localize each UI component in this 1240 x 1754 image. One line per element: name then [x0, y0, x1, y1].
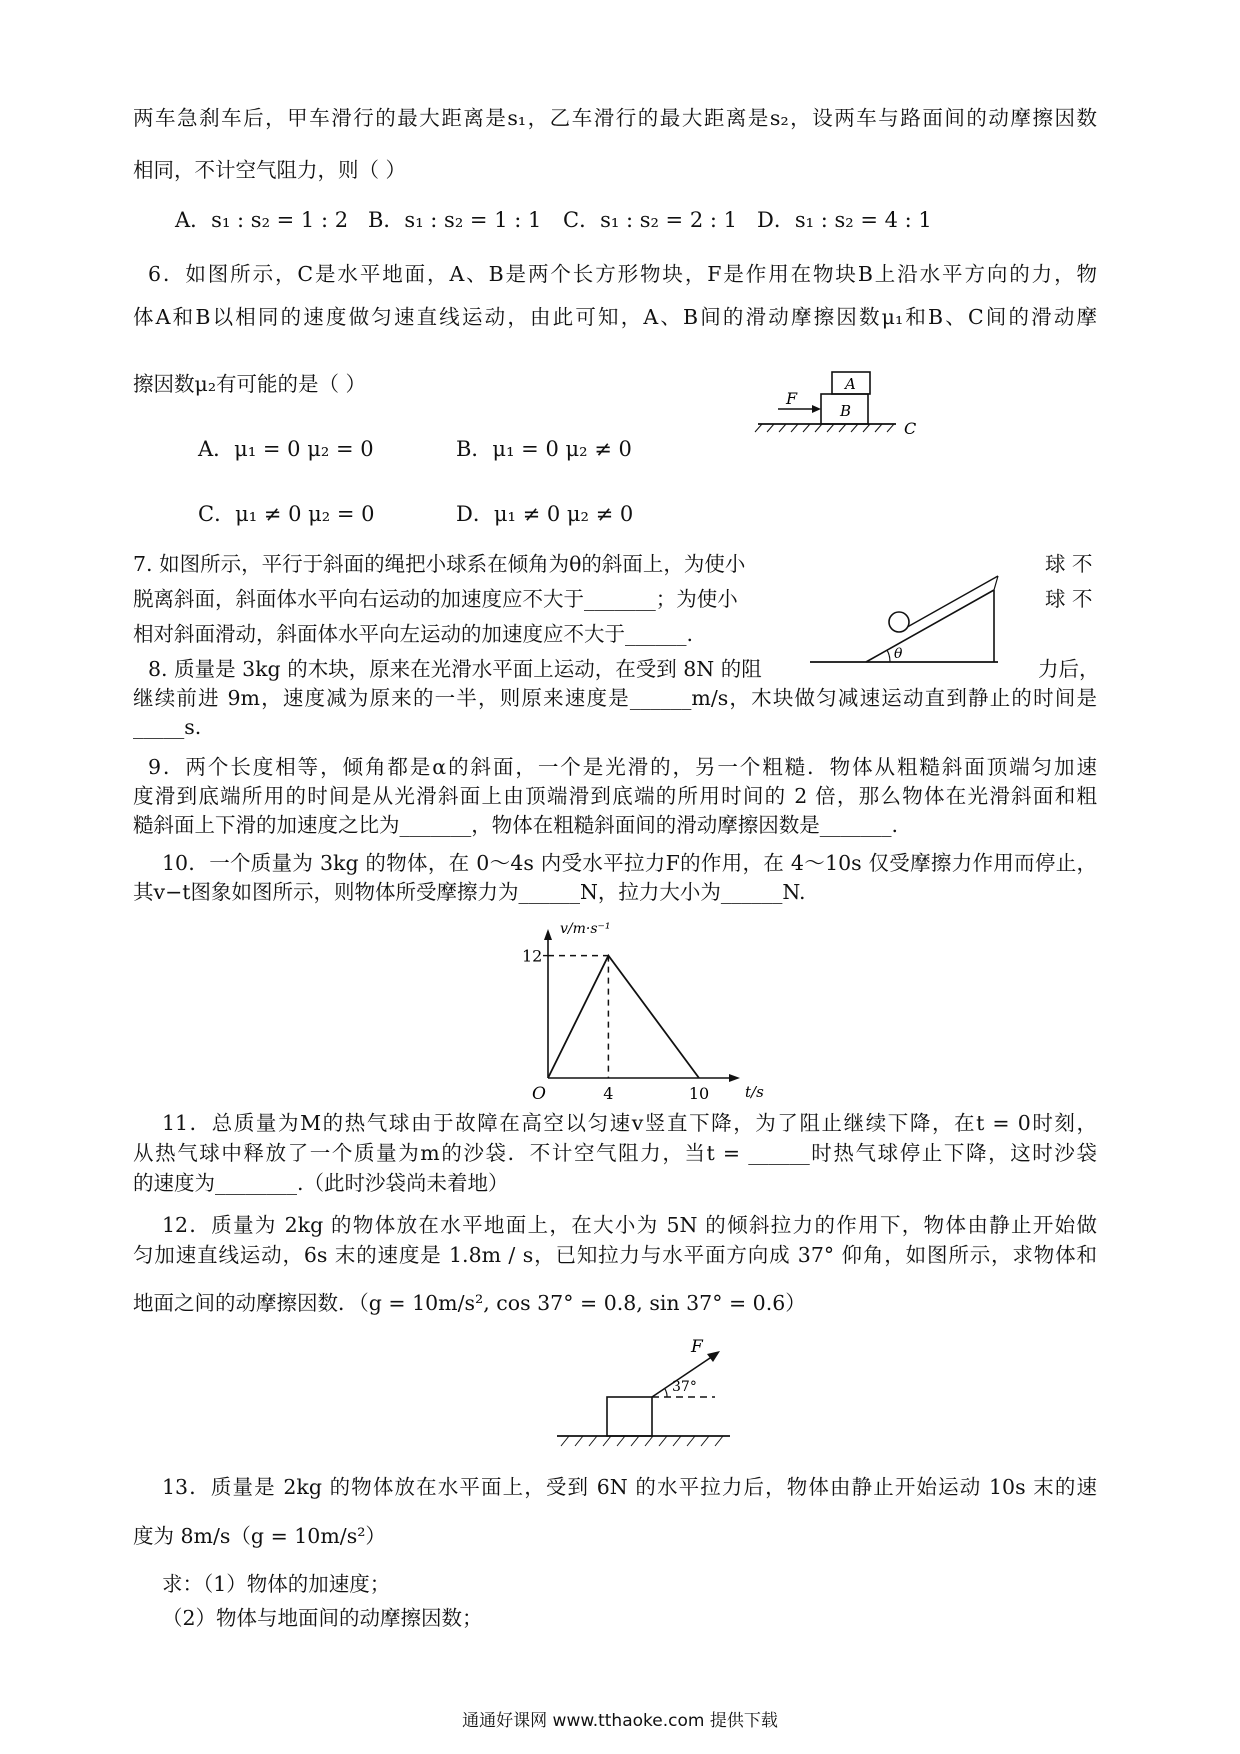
q7-incline-figure: [808, 570, 1018, 670]
q7-line-3: 相对斜面滑动，斜面体水平向左运动的加速度应不大于______.: [133, 622, 694, 646]
q5-line-2: 相同，不计空气阻力，则（ ）: [133, 158, 407, 182]
q9-line-3: 糙斜面上下滑的加速度之比为_______，物体在粗糙斜面间的滑动摩擦因数是_______.: [133, 813, 899, 837]
q12-pull-figure: [555, 1337, 735, 1455]
q5-option-c: C．s₁ : s₂ = 2 : 1: [563, 208, 737, 232]
q7-line-1-end: 球 不: [1045, 552, 1093, 576]
q8-line-1: 8. 质量是 3kg 的木块，原来在光滑水平面上运动，在受到 8N 的阻: [148, 657, 762, 681]
q5-option-d: D．s₁ : s₂ = 4 : 1: [757, 208, 932, 232]
q10-vt-chart: [520, 915, 764, 1104]
q10-line-2: 其v−t图象如图所示，则物体所受摩擦力为______N，拉力大小为______N.: [133, 880, 806, 904]
vt-series-line: [548, 956, 699, 1078]
q12-line-3: 地面之间的动摩擦因数．（g = 10m/s², cos 37° = 0.8, sin 37° = 0.6）: [133, 1291, 806, 1315]
q13-line-1: 13．质量是 2kg 的物体放在水平面上，受到 6N 的水平拉力后，物体由静止开始运动 10s 末的速: [162, 1475, 1097, 1499]
q6-option-b: B．μ₁ = 0 μ₂ ≠ 0: [456, 437, 632, 461]
q7-line-2: 脱离斜面，斜面体水平向右运动的加速度应不大于_______；为使小: [133, 587, 738, 611]
q12-line-2: 匀加速直线运动，6s 末的速度是 1.8m / s，已知拉力与水平面方向成 37° 仰角，如图所示，求物体和: [133, 1243, 1097, 1267]
q7-line-2-end: 球 不: [1045, 587, 1093, 611]
q13-line-3: 求：（1）物体的加速度；: [162, 1572, 391, 1596]
q6-label-c: C: [904, 419, 917, 438]
q12-line-1: 12．质量为 2kg 的物体放在水平地面上，在大小为 5N 的倾斜拉力的作用下，物体由静止开始做: [162, 1213, 1097, 1237]
chart-y-label: v/m·s⁻¹: [560, 921, 611, 937]
chart-x-tick-10: 10: [688, 1084, 710, 1103]
q8-line-1-end: 力后，: [1038, 657, 1100, 681]
q6-option-a: A．μ₁ = 0 μ₂ = 0: [198, 437, 374, 461]
q7-label-theta: θ: [894, 646, 903, 662]
q6-label-b: B: [840, 402, 852, 420]
q11-line-2: 从热气球中释放了一个质量为m的沙袋．不计空气阻力，当t = ______时热气球停止下降，这时沙袋: [133, 1141, 1097, 1165]
q5-line-1: 两车急刹车后，甲车滑行的最大距离是s₁，乙车滑行的最大距离是s₂，设两车与路面间的动摩擦因数: [133, 106, 1097, 130]
q6-label-a: A: [845, 375, 856, 393]
q5-option-b: B．s₁ : s₂ = 1 : 1: [368, 208, 542, 232]
q7-line-1: 7. 如图所示，平行于斜面的绳把小球系在倾角为θ的斜面上，为使小: [133, 552, 746, 576]
q13-line-4: （2）物体与地面间的动摩擦因数；: [162, 1606, 483, 1630]
q6-line-2: 体A和B以相同的速度做匀速直线运动，由此可知，A、B间的滑动摩擦因数μ₁和B、C间的滑动摩: [133, 305, 1097, 329]
q12-label-angle: 37°: [672, 1379, 697, 1395]
q6-label-f: F: [786, 389, 798, 408]
q9-line-1: 9．两个长度相等，倾角都是α的斜面，一个是光滑的，另一个粗糙．物体从粗糙斜面顶端匀加速: [148, 755, 1097, 779]
chart-x-tick-4: 4: [603, 1084, 614, 1103]
q13-line-2: 度为 8m/s（g = 10m/s²）: [133, 1524, 386, 1548]
q9-line-2: 度滑到底端所用的时间是从光滑斜面上由顶端滑到底端的所用时间的 2 倍，那么物体在光滑斜面和粗: [133, 784, 1097, 808]
q10-line-1: 10．一个质量为 3kg 的物体，在 0～4s 内受水平拉力F的作用，在 4～10s 仅受摩擦力作用而停止，: [162, 851, 1097, 875]
q6-option-c: C．μ₁ ≠ 0 μ₂ = 0: [198, 502, 375, 526]
q8-line-3: _____s.: [133, 715, 202, 739]
chart-x-label: t/s: [745, 1083, 764, 1101]
q6-blocks-figure: [750, 368, 930, 438]
q11-line-1: 11．总质量为M的热气球由于故障在高空以匀速v竖直下降，为了阻止继续下降，在t = 0时刻，: [162, 1111, 1097, 1135]
chart-origin-label: O: [532, 1084, 546, 1104]
q5-option-a: A．s₁ : s₂ = 1 : 2: [175, 208, 349, 232]
page-footer: 通通好课网 www.tthaoke.com 提供下载: [462, 1711, 778, 1731]
q6-option-d: D．μ₁ ≠ 0 μ₂ ≠ 0: [456, 502, 634, 526]
q12-label-f: F: [691, 1337, 703, 1357]
q8-line-2: 继续前进 9m，速度减为原来的一半，则原来速度是______m/s，木块做匀减速运动直到静止的时间是: [133, 686, 1097, 710]
q11-line-3: 的速度为________.（此时沙袋尚未着地）: [133, 1171, 509, 1195]
q6-line-1: 6．如图所示，C是水平地面，A、B是两个长方形物块，F是作用在物块B上沿水平方向的力，物: [148, 262, 1097, 286]
q6-line-3: 擦因数μ₂有可能的是（ ）: [133, 372, 367, 396]
chart-y-tick-12: 12: [522, 946, 543, 966]
